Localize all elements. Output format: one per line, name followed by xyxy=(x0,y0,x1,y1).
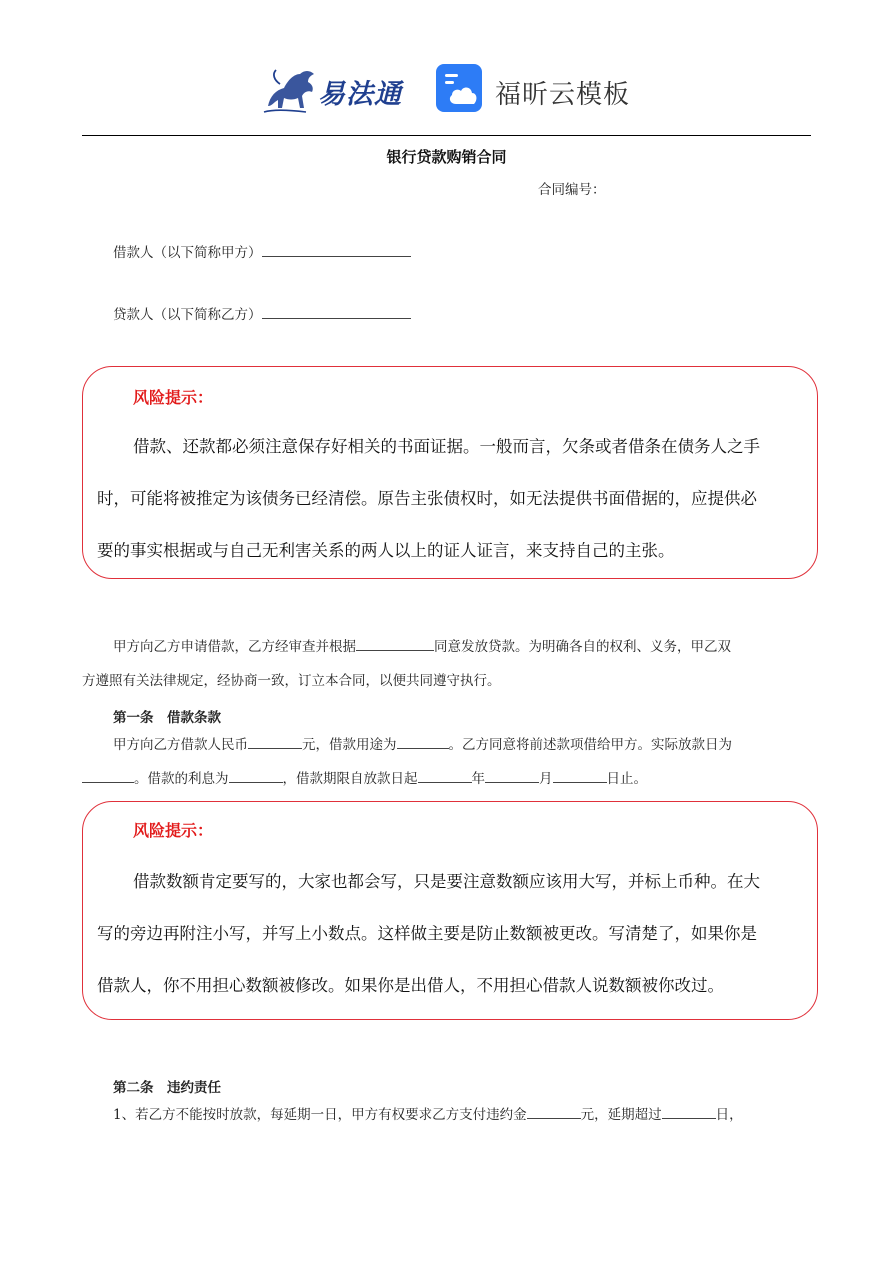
risk-notice-text xyxy=(97,421,803,577)
risk-notice-line: 写的旁边再附注小写，并写上小数点。这样做主要是防止数额被更改。写清楚了，如果你是 xyxy=(97,924,757,943)
header-logos xyxy=(260,58,640,122)
risk-notice-line: 借款数额肯定要写的，大家也都会写，只是要注意数额应该用大写，并标上币种。在大 xyxy=(133,872,760,891)
document-title: 银行贷款购销合同 xyxy=(386,148,507,166)
article-1-text: 日止。 xyxy=(606,771,647,787)
purpose-blank xyxy=(397,736,449,749)
amount-blank xyxy=(248,736,302,749)
delay-days-blank xyxy=(662,1106,716,1119)
risk-notice-title: 风险提示： xyxy=(133,821,214,840)
lender-blank xyxy=(262,306,411,319)
article-1-text: 月 xyxy=(539,771,553,787)
penalty-blank xyxy=(527,1106,581,1119)
header-divider xyxy=(82,135,811,136)
article-2-text: 日， xyxy=(715,1107,743,1123)
intro-text: 甲方向乙方申请借款，乙方经审查并根据 xyxy=(113,639,356,655)
month-blank xyxy=(485,770,539,783)
risk-notice-box xyxy=(82,366,818,579)
intro-paragraph xyxy=(82,630,817,698)
fuxin-logo xyxy=(436,64,646,120)
borrower-blank xyxy=(262,244,411,257)
basis-blank xyxy=(356,638,434,651)
release-date-blank xyxy=(82,770,134,783)
article-2-heading: 第二条 违约责任 xyxy=(113,1080,221,1096)
risk-notice-line: 时，可能将被推定为该债务已经清偿。原告主张债权时，如无法提供书面借据的，应提供必 xyxy=(97,489,757,508)
risk-notice-text xyxy=(97,856,803,1012)
year-blank xyxy=(418,770,472,783)
risk-notice-line: 借款、还款都必须注意保存好相关的书面证据。一般而言，欠条或者借条在债务人之手 xyxy=(133,437,760,456)
intro-text: 同意发放贷款。为明确各自的权利、义务，甲乙双 xyxy=(434,639,731,655)
lender-line xyxy=(113,303,411,323)
borrower-line xyxy=(113,241,411,261)
risk-notice-title: 风险提示： xyxy=(133,388,214,407)
article-1-heading: 第一条 借款条款 xyxy=(113,710,221,726)
article-1-text: 甲方向乙方借款人民币 xyxy=(113,737,248,753)
intro-text: 方遵照有关法律规定，经协商一致，订立本合同，以便共同遵守执行。 xyxy=(82,673,501,689)
risk-notice-line: 借款人，你不用担心数额被修改。如果你是出借人，不用担心借款人说数额被你改过。 xyxy=(97,976,724,995)
yifatong-logo xyxy=(260,62,420,118)
article-1-body xyxy=(82,728,817,796)
article-1-text: 年 xyxy=(471,771,485,787)
article-1-text: 。乙方同意将前述款项借给甲方。实际放款日为 xyxy=(448,737,732,753)
contract-number-label: 合同编号： xyxy=(538,182,606,198)
article-2-text: 元，延期超过 xyxy=(580,1107,662,1123)
cloud-document-icon xyxy=(436,64,484,114)
article-2-body xyxy=(82,1098,817,1132)
interest-blank xyxy=(229,770,283,783)
lender-label: 贷款人（以下简称乙方） xyxy=(113,307,262,323)
article-1-text: ，借款期限自放款日起 xyxy=(282,771,418,787)
yifatong-logo-text: 易法通 xyxy=(318,79,402,110)
fuxin-logo-text: 福昕云模板 xyxy=(495,80,631,110)
borrower-label: 借款人（以下简称甲方） xyxy=(113,245,262,261)
article-1-text: 。借款的利息为 xyxy=(134,771,229,787)
risk-notice-line: 要的事实根据或与自己无利害关系的两人以上的证人证言，来支持自己的主张。 xyxy=(97,541,675,560)
article-2-text: 1、若乙方不能按时放款，每延期一日，甲方有权要求乙方支付违约金 xyxy=(113,1107,527,1123)
qilin-icon xyxy=(260,62,320,118)
article-1-text: 元，借款用途为 xyxy=(302,737,397,753)
day-blank xyxy=(553,770,607,783)
risk-notice-box xyxy=(82,801,818,1020)
